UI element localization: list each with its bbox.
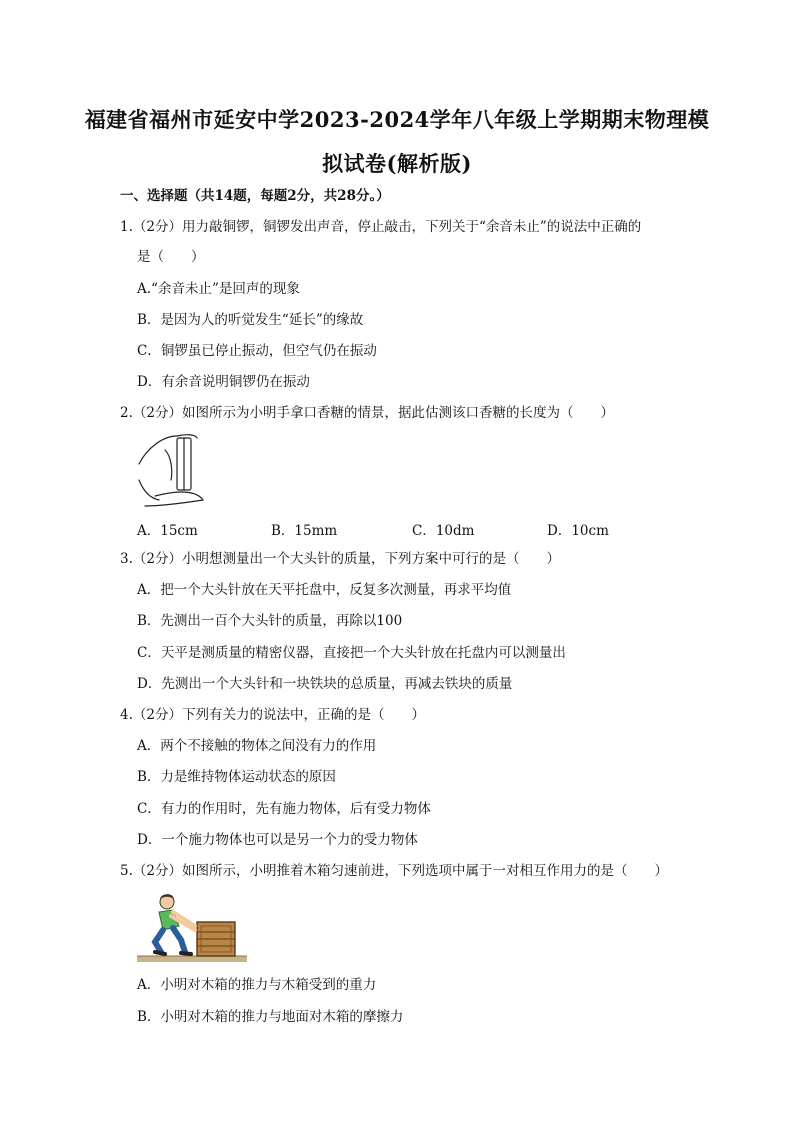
question-1-option-a: A.“余音未止”是回声的现象 — [137, 281, 300, 297]
question-4-option-b: B．力是维持物体运动状态的原因 — [137, 769, 336, 785]
question-2-options-row — [137, 519, 657, 537]
question-5-option-a: A．小明对木箱的推力与木箱受到的重力 — [137, 977, 377, 993]
question-3-option-b: B．先测出一百个大头针的质量，再除以100 — [137, 613, 403, 629]
question-4-option-d: D．一个施力物体也可以是另一个力的受力物体 — [137, 832, 418, 848]
question-4-stem: 4.（2分）下列有关力的说法中，正确的是（ ） — [120, 707, 425, 723]
section-heading: 一、选择题（共14题，每题2分，共28分。） — [120, 188, 390, 204]
exam-title-line-1: 福建省福州市延安中学2023-2024学年八年级上学期期末物理模 — [84, 107, 710, 132]
question-3-option-a: A．把一个大头针放在天平托盘中，反复多次测量，再求平均值 — [137, 582, 512, 598]
question-3-option-c: C．天平是测质量的精密仪器，直接把一个大头针放在托盘内可以测量出 — [137, 645, 566, 661]
question-4-option-c: C．有力的作用时，先有施力物体，后有受力物体 — [137, 801, 431, 817]
question-3-option-d: D．先测出一个大头针和一块铁块的总质量，再减去铁块的质量 — [137, 676, 513, 692]
question-5-stem: 5.（2分）如图所示，小明推着木箱匀速前进，下列选项中属于一对相互作用力的是（ ） — [120, 863, 668, 879]
question-1-stem: 1.（2分）用力敲铜锣，铜锣发出声音，停止敲击，下列关于“余音未止”的说法中正确的 — [120, 219, 642, 235]
question-2-option-d: D．10cm — [547, 523, 609, 539]
boy-pushing-crate-figure — [137, 890, 247, 964]
question-1-stem-cont: 是（ ） — [137, 249, 205, 265]
question-2-stem: 2.（2分）如图所示为小明手拿口香糖的情景，据此估测该口香糖的长度为（ ） — [120, 405, 614, 421]
question-5-option-b: B．小明对木箱的推力与地面对木箱的摩擦力 — [137, 1009, 404, 1025]
question-2-option-a: A．15cm — [137, 523, 198, 539]
hand-holding-gum-figure — [137, 430, 209, 508]
question-2-option-c: C．10dm — [412, 523, 475, 539]
question-3-stem: 3.（2分）小明想测量出一个大头针的质量，下列方案中可行的是（ ） — [120, 551, 560, 567]
question-1-option-b: B．是因为人的听觉发生“延长”的缘故 — [137, 312, 364, 328]
exam-title-line-2: 拟试卷(解析版) — [322, 151, 472, 176]
question-2-option-b: B．15mm — [271, 523, 338, 539]
question-1-option-c: C．铜锣虽已停止振动，但空气仍在振动 — [137, 343, 377, 359]
question-4-option-a: A．两个不接触的物体之间没有力的作用 — [137, 738, 377, 754]
question-1-option-d: D．有余音说明铜锣仍在振动 — [137, 374, 310, 390]
